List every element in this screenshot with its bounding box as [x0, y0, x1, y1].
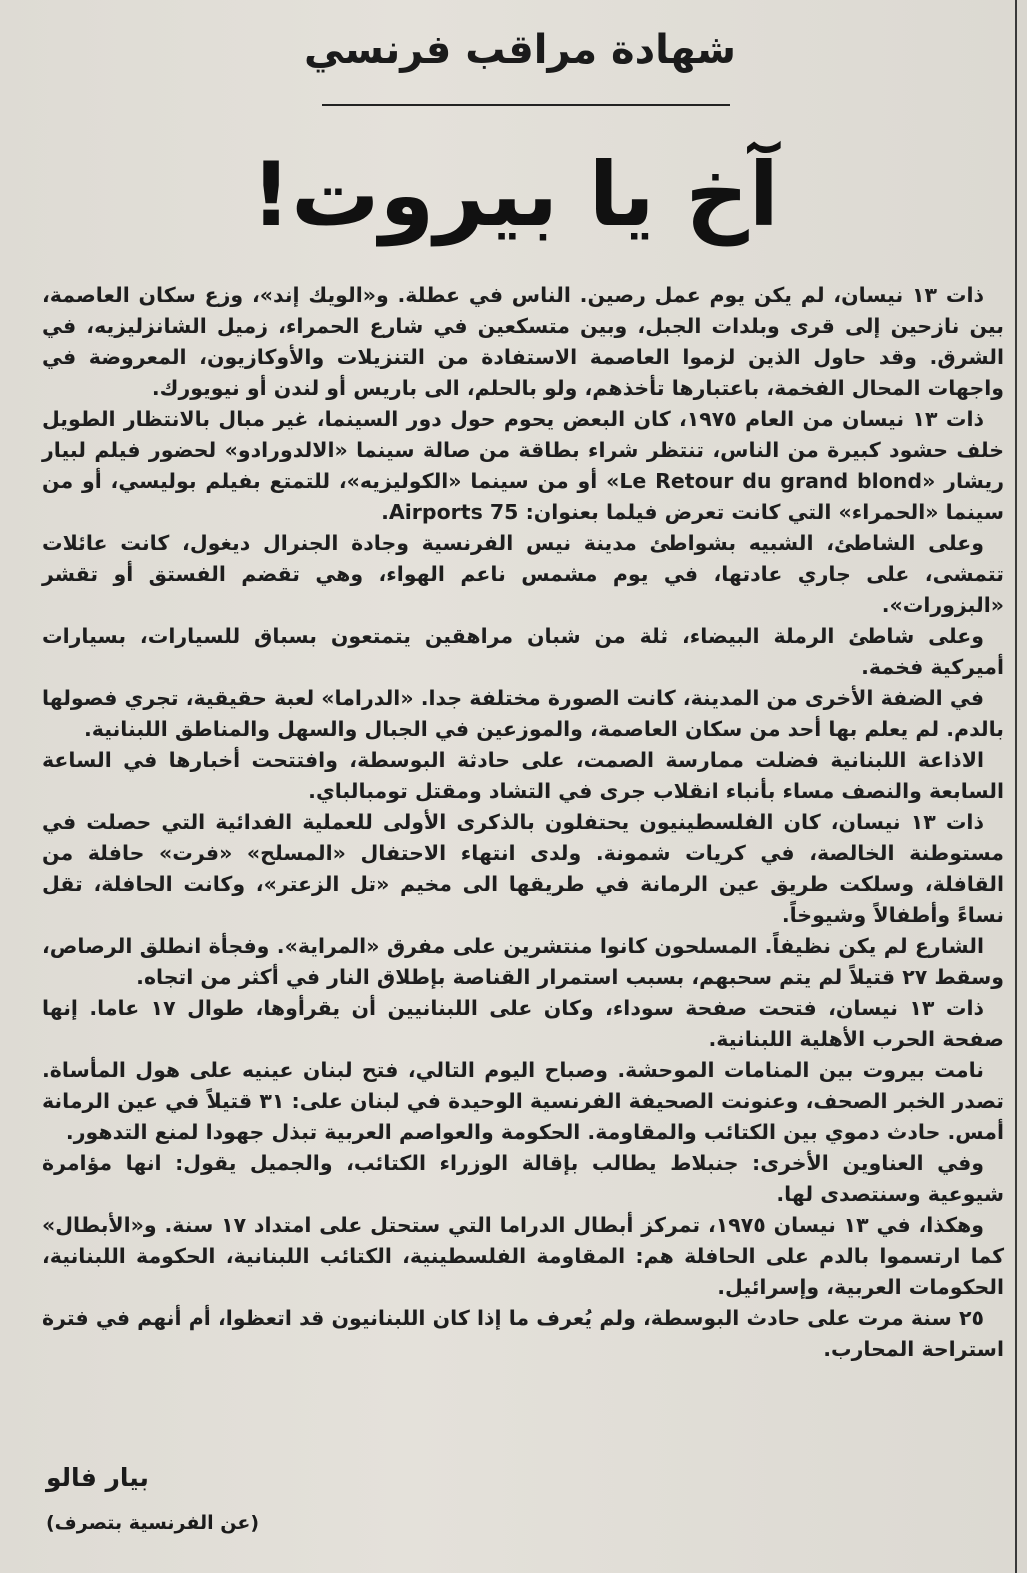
- overtitle-divider: [322, 104, 730, 106]
- article-overtitle: شهادة مراقب فرنسي: [304, 27, 736, 73]
- article-paragraph: وعلى الشاطئ، الشبيه بشواطئ مدينة نيس الفرنسية وجادة الجنرال ديغول، كانت عائلات تتمشى، على جاري عادتها، في يوم مشمس ناعم الهواء، وهي تقضم الفستق أو تقشر «البزورات».: [42, 531, 1004, 617]
- source-note: (عن الفرنسية بتصرف): [46, 1512, 260, 1534]
- article-paragraph: وعلى شاطئ الرملة البيضاء، ثلة من شبان مراهقين يتمتعون بسباق للسيارات، بسيارات أميركية فخمة.: [42, 624, 1004, 679]
- article-paragraph: في الضفة الأخرى من المدينة، كانت الصورة مختلفة جدا. «الدراما» لعبة حقيقية، تجري فصولها بالدم. لم يعلم بها أحد من سكان العاصمة، والموزعين في الجبال والسهل والمناطق اللبنانية.: [42, 686, 1004, 741]
- article-paragraph: وفي العناوين الأخرى: جنبلاط يطالب بإقالة الوزراء الكتائب، والجميل يقول: انها مؤامرة شيوعية وسنتصدى لها.: [42, 1151, 1004, 1206]
- article-paragraph: ذات ١٣ نيسان، فتحت صفحة سوداء، وكان على اللبنانيين أن يقرأوها، طوال ١٧ عاما. إنها صفحة الحرب الأهلية اللبنانية.: [42, 996, 1004, 1051]
- article-body: [42, 280, 1004, 1365]
- article-headline: آخ يا بيروت!: [251, 143, 779, 246]
- article-paragraph: وهكذا، في ١٣ نيسان ١٩٧٥، تمركز أبطال الدراما التي ستحتل على امتداد ١٧ سنة. و«الأبطال» كما ارتسموا بالدم على الحافلة هم: المقاومة الفلسطينية، الكتائب اللبنانية، الحكومة اللبنانية، الحكومات العربية، وإسرائيل.: [42, 1213, 1004, 1299]
- article-paragraph: ذات ١٣ نيسان من العام ١٩٧٥، كان البعض يحوم حول دور السينما، غير مبال بالانتظار الطويل خلف حشود كبيرة من الناس، تنتظر شراء بطاقة من صالة سينما «الالدورادو» لحضور فيلم لبيار ريشار «Le Retour du grand blond» أو من سينما «الكوليزيه»، للتمتع بفيلم بوليسي، أو من سينما «الحمراء» التي كانت تعرض فيلما بعنوان: Airports 75.: [42, 407, 1005, 524]
- article-paragraph: الشارع لم يكن نظيفاً. المسلحون كانوا منتشرين على مفرق «المراية». وفجأة انطلق الرصاص، وسقط ٢٧ قتيلاً لم يتم سحبهم، بسبب استمرار القناصة بإطلاق النار في أكثر من اتجاه.: [42, 934, 1004, 989]
- article-paragraph: ذات ١٣ نيسان، كان الفلسطينيون يحتفلون بالذكرى الأولى للعملية الفدائية التي حصلت في مستوطنة الخالصة، في كريات شمونة. ولدى انتهاء الاحتفال «المسلح» «فرت» حافلة من القافلة، وسلكت طريق عين الرمانة في طريقها الى مخيم «تل الزعتر»، وكانت الحافلة، تقل نساءً وأطفالاً وشيوخاً.: [42, 810, 1004, 927]
- article-paragraph: نامت بيروت بين المنامات الموحشة. وصباح اليوم التالي، فتح لبنان عينيه على هول المأساة. تصدر الخبر الصحف، وعنونت الصحيفة الفرنسية الوحيدة في لبنان على: ٣١ قتيلاً في عين الرمانة أمس. حادث دموي بين الكتائب والمقاومة. الحكومة والعواصم العربية تبذل جهودا لمنع التدهور.: [42, 1058, 1004, 1144]
- article-paragraph: الاذاعة اللبنانية فضلت ممارسة الصمت، على حادثة البوسطة، وافتتحت أخبارها في الساعة السابعة والنصف مساء بأنباء انقلاب جرى في التشاد ومقتل تومبالباي.: [42, 748, 1004, 803]
- author-name: بيار فالو: [46, 1463, 149, 1492]
- article-paragraph: ذات ١٣ نيسان، لم يكن يوم عمل رصين. الناس في عطلة. و«الويك إند»، وزع سكان العاصمة، بين نازحين إلى قرى وبلدات الجبل، وبين متسكعين في شارع الحمراء، زميل الشانزليزيه، في الشرق. وقد حاول الذين لزموا العاصمة الاستفادة من التنزيلات والأوكازيون، المعروضة في واجهات المحال الفخمة، باعتبارها تأخذهم، ولو بالحلم، الى باريس أو لندن أو نيويورك.: [42, 283, 1004, 400]
- article-paragraph: ٢٥ سنة مرت على حادث البوسطة، ولم يُعرف ما إذا كان اللبنانيون قد اتعظوا، أم أنهم في فترة استراحة المحارب.: [42, 1306, 1004, 1361]
